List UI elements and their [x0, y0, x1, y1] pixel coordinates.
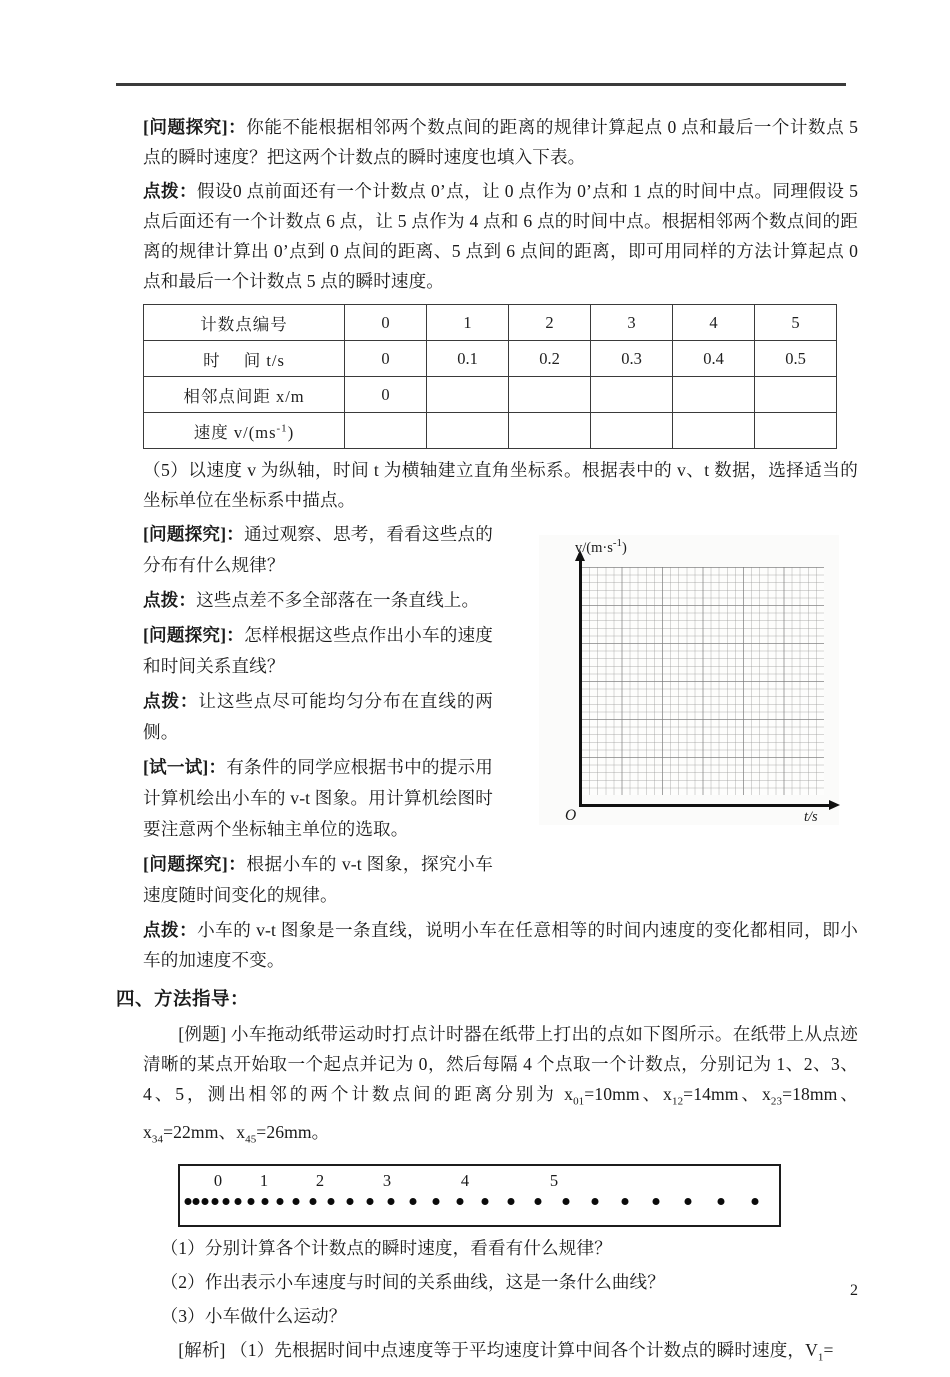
- table-cell: [755, 377, 837, 413]
- tape-point-label: 5: [549, 1171, 559, 1191]
- tape-dot: [563, 1198, 570, 1205]
- paragraph-hint-3: [143, 686, 493, 748]
- table-row: [144, 413, 837, 449]
- example-subscript-4: 34: [151, 1133, 164, 1146]
- table-cell: 0.3: [591, 341, 673, 377]
- paragraph-problem-inquiry-2: [143, 519, 493, 581]
- text-problem-inquiry-2: 通过观察、思考，看看这些点的分布有什么规律？: [143, 524, 494, 575]
- text-problem-inquiry-3: 怎样根据这些点作出小车的速度和时间关系直线？: [143, 625, 494, 676]
- tag-hint-2: 点拨：: [143, 590, 197, 610]
- graph-y-axis-label-text: v/(m·s: [575, 539, 613, 556]
- table-cell: 0.4: [673, 341, 755, 377]
- tape-point-label: 4: [460, 1171, 470, 1191]
- tape-dot: [718, 1198, 725, 1205]
- tape-dot: [293, 1198, 300, 1205]
- tape-dot: [622, 1198, 629, 1205]
- tag-hint-1: 点拨：: [143, 181, 197, 201]
- table-cell: 0.2: [509, 341, 591, 377]
- table-cell: 0: [345, 305, 427, 341]
- table-cell: 1: [427, 305, 509, 341]
- table-cell: [509, 377, 591, 413]
- tape-dot: [248, 1198, 255, 1205]
- question-1: （1）分别计算各个计数点的瞬时速度，看看有什么规律？: [160, 1238, 612, 1259]
- example-end: =26mm。: [256, 1121, 330, 1142]
- text-problem-inquiry-1: 你能不能根据相邻两个数点间的距离的规律计算起点 0 点和最后一个计数点 5 点的瞬时速度？把这两个计数点的瞬时速度也填入下表。: [143, 117, 858, 167]
- example-mid-2: =14mm、x: [683, 1084, 771, 1104]
- tape-dot: [433, 1198, 440, 1205]
- table-cell: [509, 413, 591, 449]
- example-subscript-2: 12: [671, 1095, 684, 1108]
- tape-dot: [592, 1198, 599, 1205]
- tape-dot: [752, 1198, 759, 1205]
- tape-dot: [212, 1198, 219, 1205]
- graph-origin-label: O: [565, 807, 577, 824]
- tape-point-label: 1: [259, 1171, 269, 1191]
- paragraph-step5: [143, 455, 858, 515]
- question-3: （3）小车做什么运动？: [160, 1306, 347, 1327]
- table-cell: 2: [509, 305, 591, 341]
- tag-problem-inquiry-2: [问题探究]：: [143, 524, 245, 544]
- tape-dot: [535, 1198, 542, 1205]
- row-header-velocity-b: ): [287, 422, 295, 442]
- row-header-time-b: 间 t/s: [243, 350, 285, 370]
- text-example: 小车拖动纸带运动时打点计时器在纸带上打出的点如下图所示。在纸带上从点迹清晰的某点开始取一个起点并记为 0，然后每隔 4 个点取一个计数点，分别记为 1、2、3、4、5，测出相邻的两个计数点间的距离分别为 x: [143, 1024, 858, 1104]
- graph-x-axis-label: t/s: [804, 809, 818, 825]
- table-cell: [591, 377, 673, 413]
- text-step5: （5）以速度 v 为纵轴，时间 t 为横轴建立直角坐标系。根据表中的 v、t 数据，选择适当的坐标单位在坐标系中描点。: [143, 460, 858, 510]
- tape-dot: [508, 1198, 515, 1205]
- tape-point-label: 3: [382, 1171, 392, 1191]
- tape-dot: [457, 1198, 464, 1205]
- table-cell: 5: [755, 305, 837, 341]
- table-cell: 3: [591, 305, 673, 341]
- table-cell: 0: [345, 377, 427, 413]
- tag-problem-inquiry-4: [问题探究]：: [143, 854, 247, 874]
- graph-y-axis-label-end: ): [622, 539, 627, 556]
- tape-dot: [223, 1198, 230, 1205]
- table-cell: 0.1: [427, 341, 509, 377]
- tape-dot: [367, 1198, 374, 1205]
- row-header-time: [144, 341, 345, 377]
- tape-dot: [388, 1198, 395, 1205]
- tape-dot: [653, 1198, 660, 1205]
- tape-dot: [347, 1198, 354, 1205]
- example-mid-1: =10mm、x: [584, 1084, 672, 1104]
- paragraph-hint-2: [143, 585, 493, 616]
- tape-dot: [277, 1198, 284, 1205]
- graph-x-axis: [579, 804, 831, 807]
- table-cell: [427, 413, 509, 449]
- tag-hint-4: 点拨：: [143, 920, 198, 940]
- header-rule: [116, 83, 846, 86]
- tape-dot: [262, 1198, 269, 1205]
- table-row: [144, 377, 837, 413]
- graph-y-axis: [579, 559, 582, 807]
- question-2: （2）作出表示小车速度与时间的关系曲线，这是一条什么曲线？: [160, 1272, 665, 1293]
- tape-dot: [410, 1198, 417, 1205]
- text-hint-3: 让这些点尽可能均匀分布在直线的两侧。: [143, 691, 493, 742]
- example-subscript-3: 23: [770, 1095, 783, 1108]
- section-heading-method-guidance: 四、方法指导：: [116, 990, 250, 1010]
- page-content: [116, 112, 859, 1377]
- left-text-column: [143, 519, 493, 911]
- graph-grid: [581, 567, 824, 795]
- paragraph-analysis: [143, 1335, 858, 1373]
- text-hint-2: 这些点差不多全部落在一条直线上。: [196, 590, 480, 610]
- row-header-velocity-sup: -1: [276, 422, 288, 434]
- text-try-it: 有条件的同学应根据书中的提示用计算机绘出小车的 v-t 图象。用计算机绘图时要注意两个坐标轴主单位的选取。: [143, 757, 493, 839]
- table-cell: [591, 413, 673, 449]
- tag-problem-inquiry-1: [问题探究]：: [143, 117, 247, 137]
- table-cell: [427, 377, 509, 413]
- text-hint-1: 假设0 点前面还有一个计数点 0’点，让 0 点作为 0’点和 1 点的时间中点。同理假设 5 点后面还有一个计数点 6 点，让 5 点作为 4 点和 6 点的时间中点。根据相邻两个数点间的距离的规律计算出 0’点到 0 点间的距离、5 点到 6 点间的距离，即可用同样的方法计算起点 0 点和最后一个计数点 5 点的瞬时速度。: [143, 181, 859, 291]
- tape-dot: [328, 1198, 335, 1205]
- tag-analysis: [解析]: [178, 1340, 226, 1361]
- tag-try-it: [试一试]：: [143, 757, 227, 777]
- tag-problem-inquiry-3: [问题探究]：: [143, 625, 245, 645]
- table-cell: [345, 413, 427, 449]
- example-subscript-5: 45: [245, 1133, 257, 1146]
- table-cell: [755, 413, 837, 449]
- paragraph-problem-inquiry-1: [143, 112, 858, 172]
- row-header-interval-distance: 相邻点间距 x/m: [144, 377, 345, 413]
- graph-and-text-section: [143, 519, 858, 911]
- row-header-point-number: 计数点编号: [144, 305, 345, 341]
- paragraph-problem-inquiry-4: [143, 849, 493, 911]
- text-analysis: （1）先根据时间中点速度等于平均速度计算中间各个计数点的瞬时速度，V: [230, 1340, 818, 1361]
- tape-dot: [235, 1198, 242, 1205]
- tape-dot-diagram: [178, 1164, 781, 1227]
- page-number: 2: [850, 1282, 858, 1299]
- paragraph-hint-4: [143, 915, 858, 975]
- table-cell: 4: [673, 305, 755, 341]
- tape-dot: [202, 1198, 209, 1205]
- graph-y-axis-label: [575, 537, 627, 557]
- tape-point-labels: [180, 1171, 779, 1193]
- tape-dot: [482, 1198, 489, 1205]
- row-header-velocity: [144, 413, 345, 449]
- tape-dot: [193, 1198, 200, 1205]
- tape-dot: [685, 1198, 692, 1205]
- paragraph-try-it: [143, 752, 493, 845]
- graph-y-axis-label-sup: -1: [612, 537, 623, 549]
- analysis-equals: =: [823, 1340, 834, 1361]
- table-cell: 0.5: [755, 341, 837, 377]
- example-subscript-1: 01: [573, 1095, 585, 1108]
- tag-hint-3: 点拨：: [143, 691, 199, 711]
- tape-dot: [310, 1198, 317, 1205]
- data-table: [143, 304, 837, 449]
- analysis-subscript: 1: [817, 1351, 824, 1364]
- tape-point-label: 0: [213, 1171, 223, 1191]
- example-mid-4: =22mm、x: [163, 1121, 246, 1142]
- table-row: [144, 305, 837, 341]
- tape-dot: [185, 1198, 192, 1205]
- tag-example: [例题]: [178, 1024, 227, 1044]
- table-cell: [673, 413, 755, 449]
- table-cell: 0: [345, 341, 427, 377]
- table-cell: [673, 377, 755, 413]
- row-header-velocity-a: 速度 v/(ms: [193, 422, 277, 442]
- paragraph-example: [143, 1019, 858, 1154]
- tape-dots: [180, 1198, 779, 1214]
- text-hint-4: 小车的 v-t 图象是一条直线，说明小车在任意相等的时间内速度的变化都相同，即小车的加速度不变。: [143, 920, 858, 970]
- example-mid-3: =18mm、x: [143, 1084, 858, 1142]
- table-row: [144, 341, 837, 377]
- tape-point-label: 2: [315, 1171, 325, 1191]
- text-problem-inquiry-4: 根据小车的 v-t 图象，探究小车速度随时间变化的规律。: [143, 854, 493, 905]
- velocity-time-graph: [539, 535, 839, 825]
- paragraph-hint-1: [143, 176, 858, 296]
- row-header-time-a: 时: [203, 350, 221, 370]
- paragraph-problem-inquiry-3: [143, 620, 493, 682]
